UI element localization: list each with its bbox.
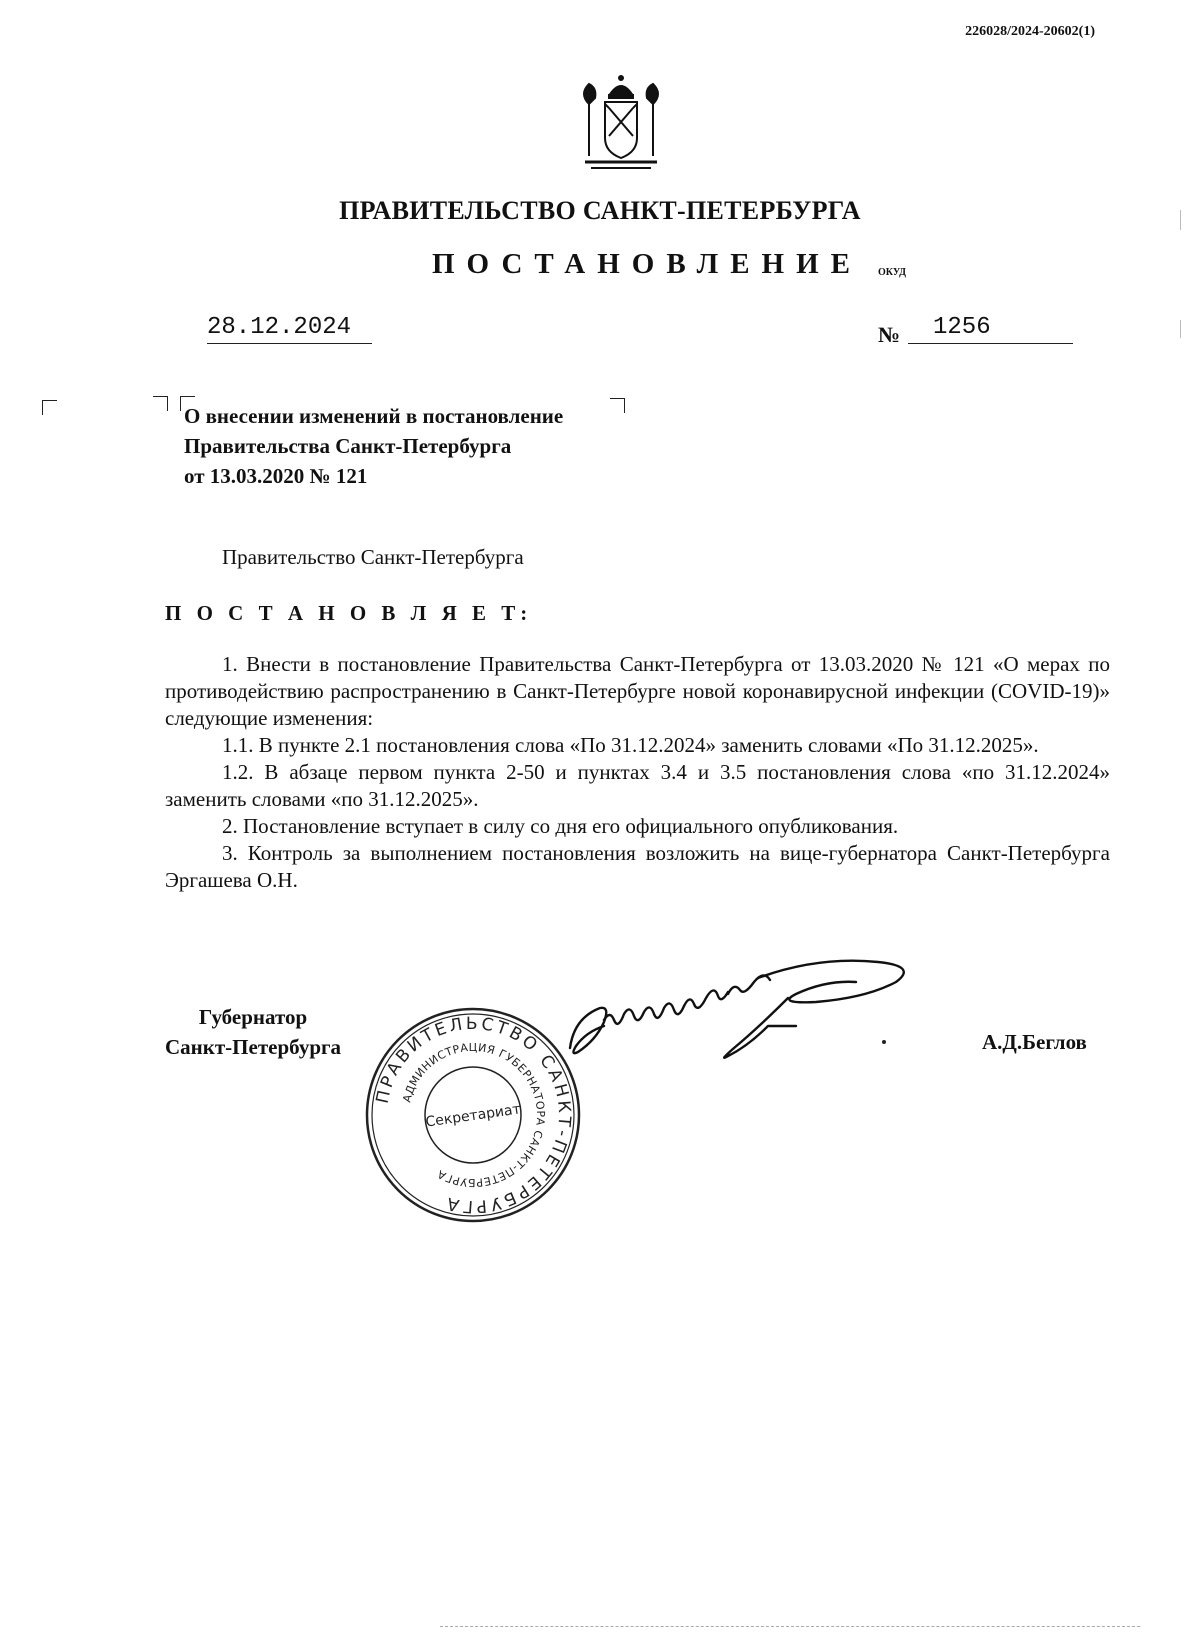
stamp-inner-text: АДМИНИСТРАЦИЯ ГУБЕРНАТОРА САНКТ-ПЕТЕРБУРГА: [400, 1040, 548, 1190]
paragraph: 1.1. В пункте 2.1 постановления слова «По 31.12.2024» заменить словами «По 31.12.2025».: [222, 733, 1039, 757]
document-type: ПОСТАНОВЛЕНИЕ: [432, 248, 863, 280]
signature-dot: [882, 1040, 886, 1044]
signatory-title: [165, 1002, 341, 1062]
corner-mark: [42, 400, 57, 415]
stamp-outer-text: ПРАВИТЕЛЬСТВО САНКТ-ПЕТЕРБУРГА: [372, 1013, 575, 1217]
paragraph: 2. Постановление вступает в силу со дня его официального опубликования.: [222, 814, 899, 838]
number-sign: №: [878, 322, 901, 347]
paragraph: 3. Контроль за выполнением постановления возложить на вице-губернатора Санкт-Петербурга Эргашева О.Н.: [165, 841, 1110, 892]
scan-edge-mark: [1180, 210, 1181, 230]
preamble: Правительство Санкт-Петербурга: [222, 545, 524, 569]
document-body: [165, 651, 1110, 894]
subject-line: О внесении изменений в постановление: [184, 404, 564, 428]
document-id: 226028/2024-20602(1): [965, 24, 1095, 39]
scan-edge-line: [440, 1626, 1140, 1627]
document-date: 28.12.2024: [207, 314, 372, 344]
scan-edge-mark: [1180, 320, 1181, 338]
corner-mark: [610, 398, 625, 413]
official-stamp: [363, 1005, 583, 1225]
paragraph: 1. Внести в постановление Правительства Санкт-Петербурга от 13.03.2020 № 121 «О мерах по противодействию распространению в Санкт-Петербурге новой коронавирусной инфекции (COVID-19)» следующие изменения:: [165, 652, 1110, 730]
signatory-title-line: Губернатор: [198, 1005, 308, 1029]
handwritten-signature: [568, 958, 948, 1070]
signatory-name: А.Д.Беглов: [982, 1030, 1087, 1054]
okud-label: ОКУД: [878, 267, 907, 278]
document-number: 1256: [908, 314, 1073, 344]
subject-line: Правительства Санкт-Петербурга: [184, 434, 512, 458]
signatory-title-line: Санкт-Петербурга: [165, 1035, 342, 1059]
document-subject: [184, 401, 563, 491]
decree-word: П О С Т А Н О В Л Я Е Т:: [165, 601, 533, 625]
paragraph: 1.2. В абзаце первом пункта 2-50 и пунктах 3.4 и 3.5 постановления слова «по 31.12.2024» заменить словами «по 31.12.2025».: [165, 760, 1110, 811]
subject-line: от 13.03.2020 № 121: [184, 464, 368, 488]
coat-of-arms-icon: [575, 72, 667, 176]
corner-mark: [153, 396, 168, 411]
organization-title: ПРАВИТЕЛЬСТВО САНКТ-ПЕТЕРБУРГА: [339, 196, 861, 225]
stamp-center-text: Секретариат: [424, 1101, 522, 1131]
